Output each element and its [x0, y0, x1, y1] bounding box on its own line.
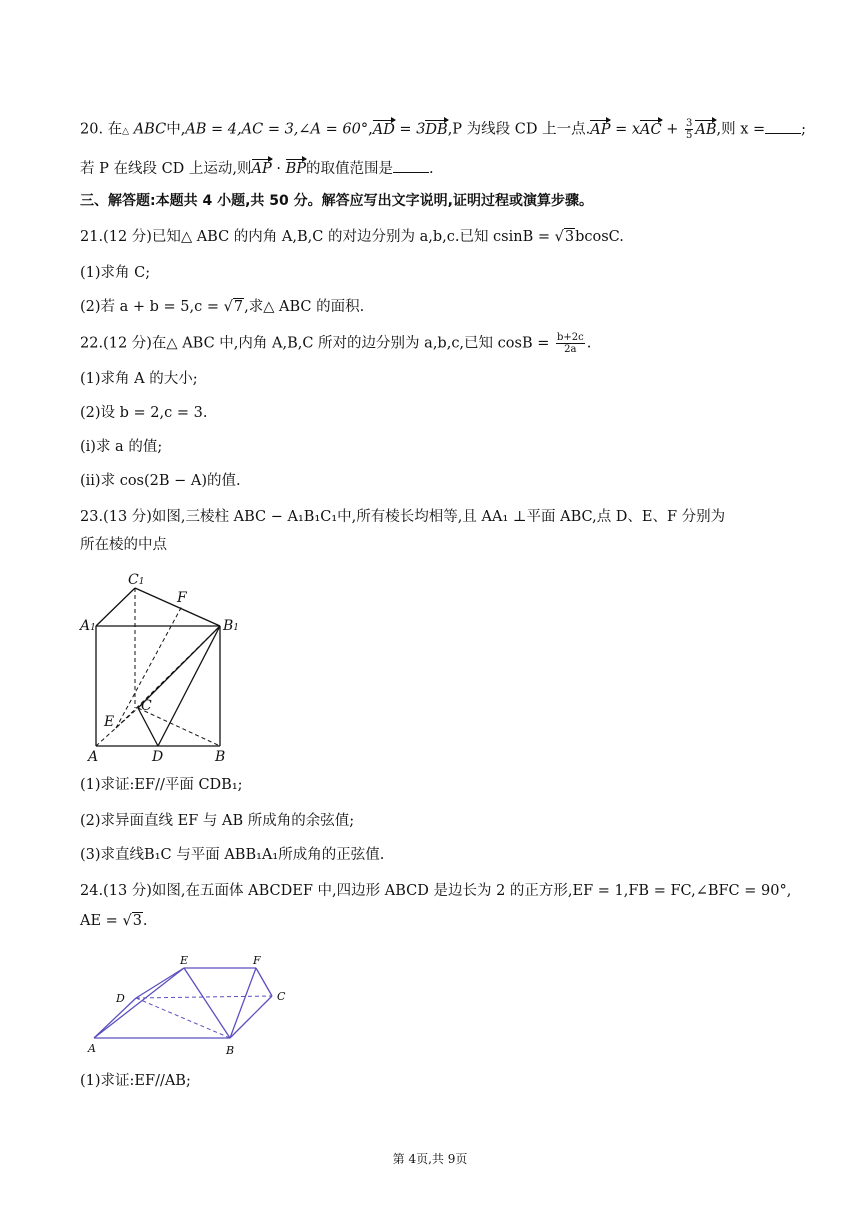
section-heading: 三、解答题:本题共 4 小题,共 50 分。解答应写出文字说明,证明过程或演算步骤。	[80, 193, 593, 209]
edge-fc	[256, 968, 272, 996]
edge-de	[136, 968, 184, 998]
segment-db	[136, 998, 230, 1038]
q24-part1: (1)求证:EF//AB;	[80, 1073, 191, 1089]
label-f: F	[177, 590, 187, 606]
label-e: E	[180, 954, 189, 967]
q22-head: 22.(12 分)在△ ABC 中,内角 A,B,C 所对的边分别为 a,b,c,已知 cosB = $\frac{b+2c}{2a}$ .	[80, 332, 592, 355]
pentahedron-figure	[84, 952, 304, 1062]
label-f: F	[253, 954, 261, 967]
label-c: C	[141, 698, 152, 714]
q22-part4: (ii)求 cos(2B − A)的值.	[80, 473, 241, 489]
edge-ae	[94, 968, 184, 1038]
label-b: B	[215, 749, 226, 765]
edge-a1c1	[96, 588, 135, 626]
prism-figure	[78, 568, 248, 768]
label-e: E	[104, 714, 115, 730]
q21-part1: (1)求角 C;	[80, 265, 151, 281]
q20-blank-2	[393, 158, 429, 173]
q22-part3: (i)求 a 的值;	[80, 439, 163, 455]
q21-head: 21.(12 分)已知△ ABC 的内角 A,B,C 的对边分别为 a,b,c.已知 csinB = √3bcosC.	[80, 229, 624, 245]
label-b: B	[226, 1044, 235, 1057]
q23-head: 23.(13 分)如图,三棱柱 ABC − A₁B₁C₁中,所有棱长均相等,且 AA₁ ⊥平面 ABC,点 D、E、F 分别为	[80, 509, 726, 525]
q20-line1: 20. 在△ ABC中,AB = 4,AC = 3,∠A = 60°,AD = 3DB,P 为线段 CD 上一点.AP = xAC + $\frac{3}{5}$ AB,则 x = ;	[80, 118, 807, 141]
q24-head: 24.(13 分)如图,在五面体 ABCDEF 中,四边形 ABCD 是边长为 2 的正方形,EF = 1,FB = FC,∠BFC = 90°,	[80, 883, 792, 899]
label-a: A	[88, 749, 99, 765]
q20-line2: 若 P 在线段 CD 上运动,则AP · BP的取值范围是 .	[80, 158, 434, 180]
edge-fb	[230, 968, 256, 1038]
q21-part2: (2)若 a + b = 5,c = √7,求△ ABC 的面积.	[80, 299, 365, 315]
q20-blank-1	[765, 119, 801, 134]
q23-head-cont: 所在棱的中点	[80, 537, 167, 553]
edge-eb	[184, 968, 230, 1038]
label-d: D	[116, 992, 125, 1005]
q23-part1: (1)求证:EF//平面 CDB₁;	[80, 777, 243, 793]
label-b1: B1	[223, 618, 240, 634]
q24-head-cont: AE = √3.	[80, 913, 148, 929]
q22-part2: (2)设 b = 2,c = 3.	[80, 405, 208, 421]
label-c: C	[277, 990, 286, 1003]
page-footer: 第 4页,共 9页	[392, 1152, 468, 1166]
label-c1: C1	[128, 572, 145, 588]
q23-part2: (2)求异面直线 EF 与 AB 所成角的余弦值;	[80, 813, 355, 829]
label-a: A	[88, 1042, 96, 1055]
q23-part3: (3)求直线B₁C 与平面 ABB₁A₁所成角的正弦值.	[80, 847, 385, 863]
edge-ad	[94, 998, 136, 1038]
edge-bc	[230, 996, 272, 1038]
label-a1: A1	[80, 618, 96, 634]
q22-part1: (1)求角 A 的大小;	[80, 371, 198, 387]
edge-db1	[158, 626, 220, 746]
label-d: D	[152, 749, 164, 765]
